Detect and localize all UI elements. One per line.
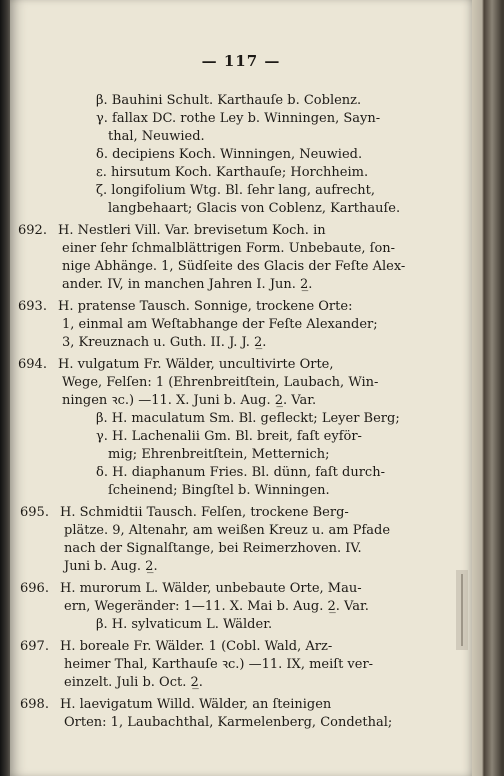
text-line: Orten: 1, Laubachthal, Karmelenberg, Condethal;	[64, 715, 393, 730]
entry-number: 697.	[20, 639, 49, 654]
text-line: δ. H. diaphanum Fries. Bl. dünn, faſt durch-	[96, 465, 385, 480]
text-line: H. boreale Fr. Wälder. 1 (Cobl. Wald, Arz-	[60, 639, 333, 654]
text-line: H. pratense Tausch. Sonnige, trockene Orte:	[58, 299, 353, 314]
text-line: plätze. 9, Altenahr, am weißen Kreuz u. am Pfade	[64, 523, 391, 538]
text-line: β. H. maculatum Sm. Bl. gefleckt; Leyer Berg;	[96, 411, 400, 426]
page-number: — 117 —	[201, 52, 281, 70]
entry-number: 695.	[20, 505, 49, 520]
book-gutter	[472, 0, 504, 776]
text-line: 1, einmal am Weſtabhange der Feſte Alexander;	[62, 317, 378, 332]
text-line: γ. H. Lachenalii Gm. Bl. breit, faſt eyför-	[96, 429, 362, 444]
entry-number: 696.	[20, 581, 49, 596]
text-line: ningen ꝛc.) —11. X. Juni b. Aug. 2̲. Var.	[62, 393, 317, 408]
library-stamp	[454, 570, 472, 650]
text-line: heimer Thal, Karthauſe ꝛc.) —11. IX, meiſt ver-	[64, 657, 374, 672]
text-line: einzelt. Juli b. Oct. 2̲.	[64, 675, 203, 690]
text-line: 3, Kreuznach u. Guth. II. J. J. 2̲.	[62, 335, 267, 350]
text-line: ſcheinend; Bingſtel b. Winningen.	[108, 483, 330, 498]
text-line: ε. hirsutum Koch. Karthauſe; Horchheim.	[96, 165, 369, 180]
text-line: Wege, Felſen: 1 (Ehrenbreitſtein, Laubach, Win-	[62, 375, 379, 390]
text-line: γ. fallax DC. rothe Ley b. Winningen, Sayn-	[96, 111, 381, 126]
text-line: thal, Neuwied.	[108, 129, 205, 144]
text-line: δ. decipiens Koch. Winningen, Neuwied.	[96, 147, 363, 162]
entry-number: 693.	[18, 299, 47, 314]
text-line: β. Bauhini Schult. Karthauſe b. Coblenz.	[96, 93, 362, 108]
text-line: H. Schmidtii Tausch. Felſen, trockene Berg-	[60, 505, 349, 520]
text-line: H. vulgatum Fr. Wälder, uncultivirte Orte,	[58, 357, 334, 372]
book-page	[10, 0, 472, 776]
text-line: langbehaart; Glacis von Coblenz, Karthauſe.	[108, 201, 401, 216]
entry-number: 692.	[18, 223, 47, 238]
text-line: H. laevigatum Willd. Wälder, an ſteinigen	[60, 697, 332, 712]
text-line: β. H. sylvaticum L. Wälder.	[96, 617, 273, 632]
text-line: ζ. longifolium Wtg. Bl. ſehr lang, aufrecht,	[96, 183, 376, 198]
entry-number: 694.	[18, 357, 47, 372]
text-line: Juni b. Aug. 2̲.	[64, 559, 158, 574]
text-line: H. murorum L. Wälder, unbebaute Orte, Mau-	[60, 581, 362, 596]
text-line: ander. IV, in manchen Jahren I. Jun. 2̲.	[62, 277, 313, 292]
text-line: H. Nestleri Vill. Var. brevisetum Koch. in	[58, 223, 326, 238]
text-line: einer ſehr ſchmalblättrigen Form. Unbebaute, ſon-	[62, 241, 396, 256]
entry-number: 698.	[20, 697, 49, 712]
text-line: nige Abhänge. 1, Südſeite des Glacis der Feſte Alex-	[62, 259, 406, 274]
text-line: nach der Signalſtange, bei Reimerzhoven. IV.	[64, 541, 362, 556]
text-line: mig; Ehrenbreitſtein, Metternich;	[108, 447, 330, 462]
text-line: ern, Wegeränder: 1—11. X. Mai b. Aug. 2̲. Var.	[64, 599, 369, 614]
